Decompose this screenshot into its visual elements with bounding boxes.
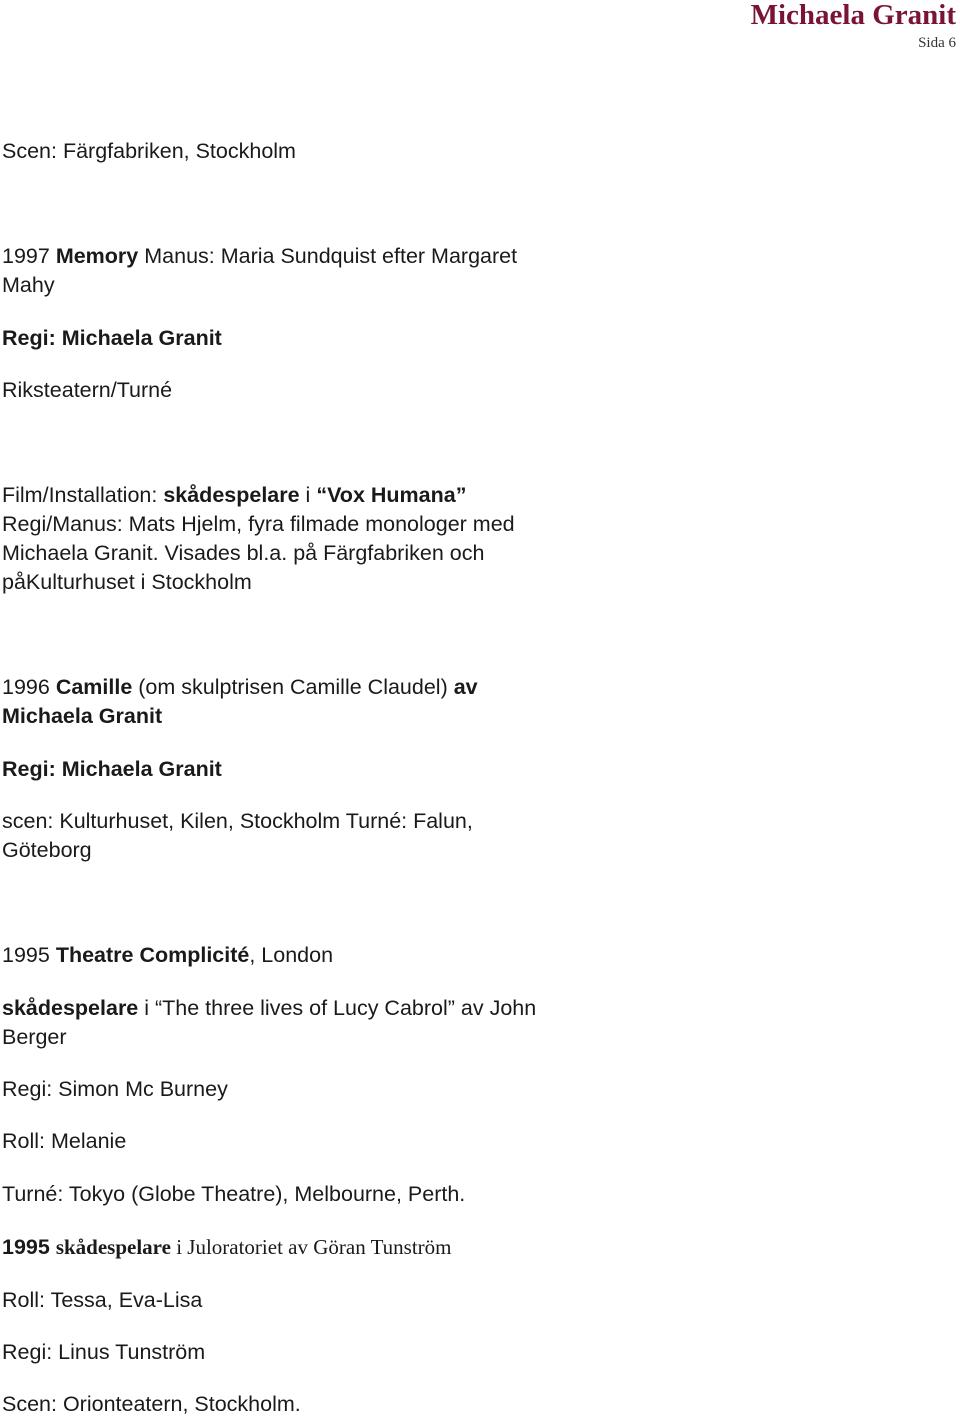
text-line: Michaela Granit. Visades bl.a. på Färgfabriken och	[2, 541, 485, 565]
role-line: Roll: Melanie	[2, 1129, 127, 1153]
tour-line: Turné: Tokyo (Globe Theatre), Melbourne, Perth.	[2, 1182, 466, 1206]
text-line: Riksteatern/Turné	[2, 378, 173, 402]
role-line: Roll: Tessa, Eva-Lisa	[2, 1288, 203, 1312]
entry-vox-humana: Film/Installation: skådespelare i “Vox Humana”	[2, 483, 467, 507]
entry-1997-memory: 1997 Memory Manus: Maria Sundquist efter Margaret	[2, 244, 518, 268]
venue-line: Scen: Orionteatern, Stockholm.	[2, 1392, 301, 1416]
text-line: skådespelare i “The three lives of Lucy Cabrol” av John	[2, 996, 537, 1020]
director-line: Regi: Michaela Granit	[2, 757, 222, 781]
page-header	[751, 0, 956, 56]
venue-line: Scen: Färgfabriken, Stockholm	[2, 139, 296, 163]
header-page-number: Sida 6	[918, 35, 956, 51]
text-line: påKulturhuset i Stockholm	[2, 570, 252, 594]
author-line: Michaela Granit	[2, 704, 163, 728]
entry-1995-juloratoriet: 1995 skådespelare i Juloratoriet av Göran Tunström	[2, 1235, 452, 1259]
text-line: Regi/Manus: Mats Hjelm, fyra filmade monologer med	[2, 512, 515, 536]
director-line: Regi: Linus Tunström	[2, 1340, 206, 1364]
work-title: “Vox Humana”	[316, 483, 467, 507]
header-author-name: Michaela Granit	[750, 0, 956, 31]
text-line: Berger	[2, 1025, 67, 1049]
text-line: Mahy	[2, 273, 55, 297]
entry-1996-camille: 1996 Camille (om skulptrisen Camille Claudel) av	[2, 675, 478, 699]
text-line: scen: Kulturhuset, Kilen, Stockholm Turné: Falun,	[2, 809, 473, 833]
director-line: Regi: Michaela Granit	[2, 326, 222, 350]
company-name: Theatre Complicité	[55, 943, 250, 967]
work-title: Memory	[55, 244, 139, 268]
work-title: Camille	[55, 675, 133, 699]
director-line: Regi: Simon Mc Burney	[2, 1077, 228, 1101]
entry-1995-complicite: 1995 Theatre Complicité, London	[2, 943, 334, 967]
text-line: Göteborg	[2, 838, 92, 862]
